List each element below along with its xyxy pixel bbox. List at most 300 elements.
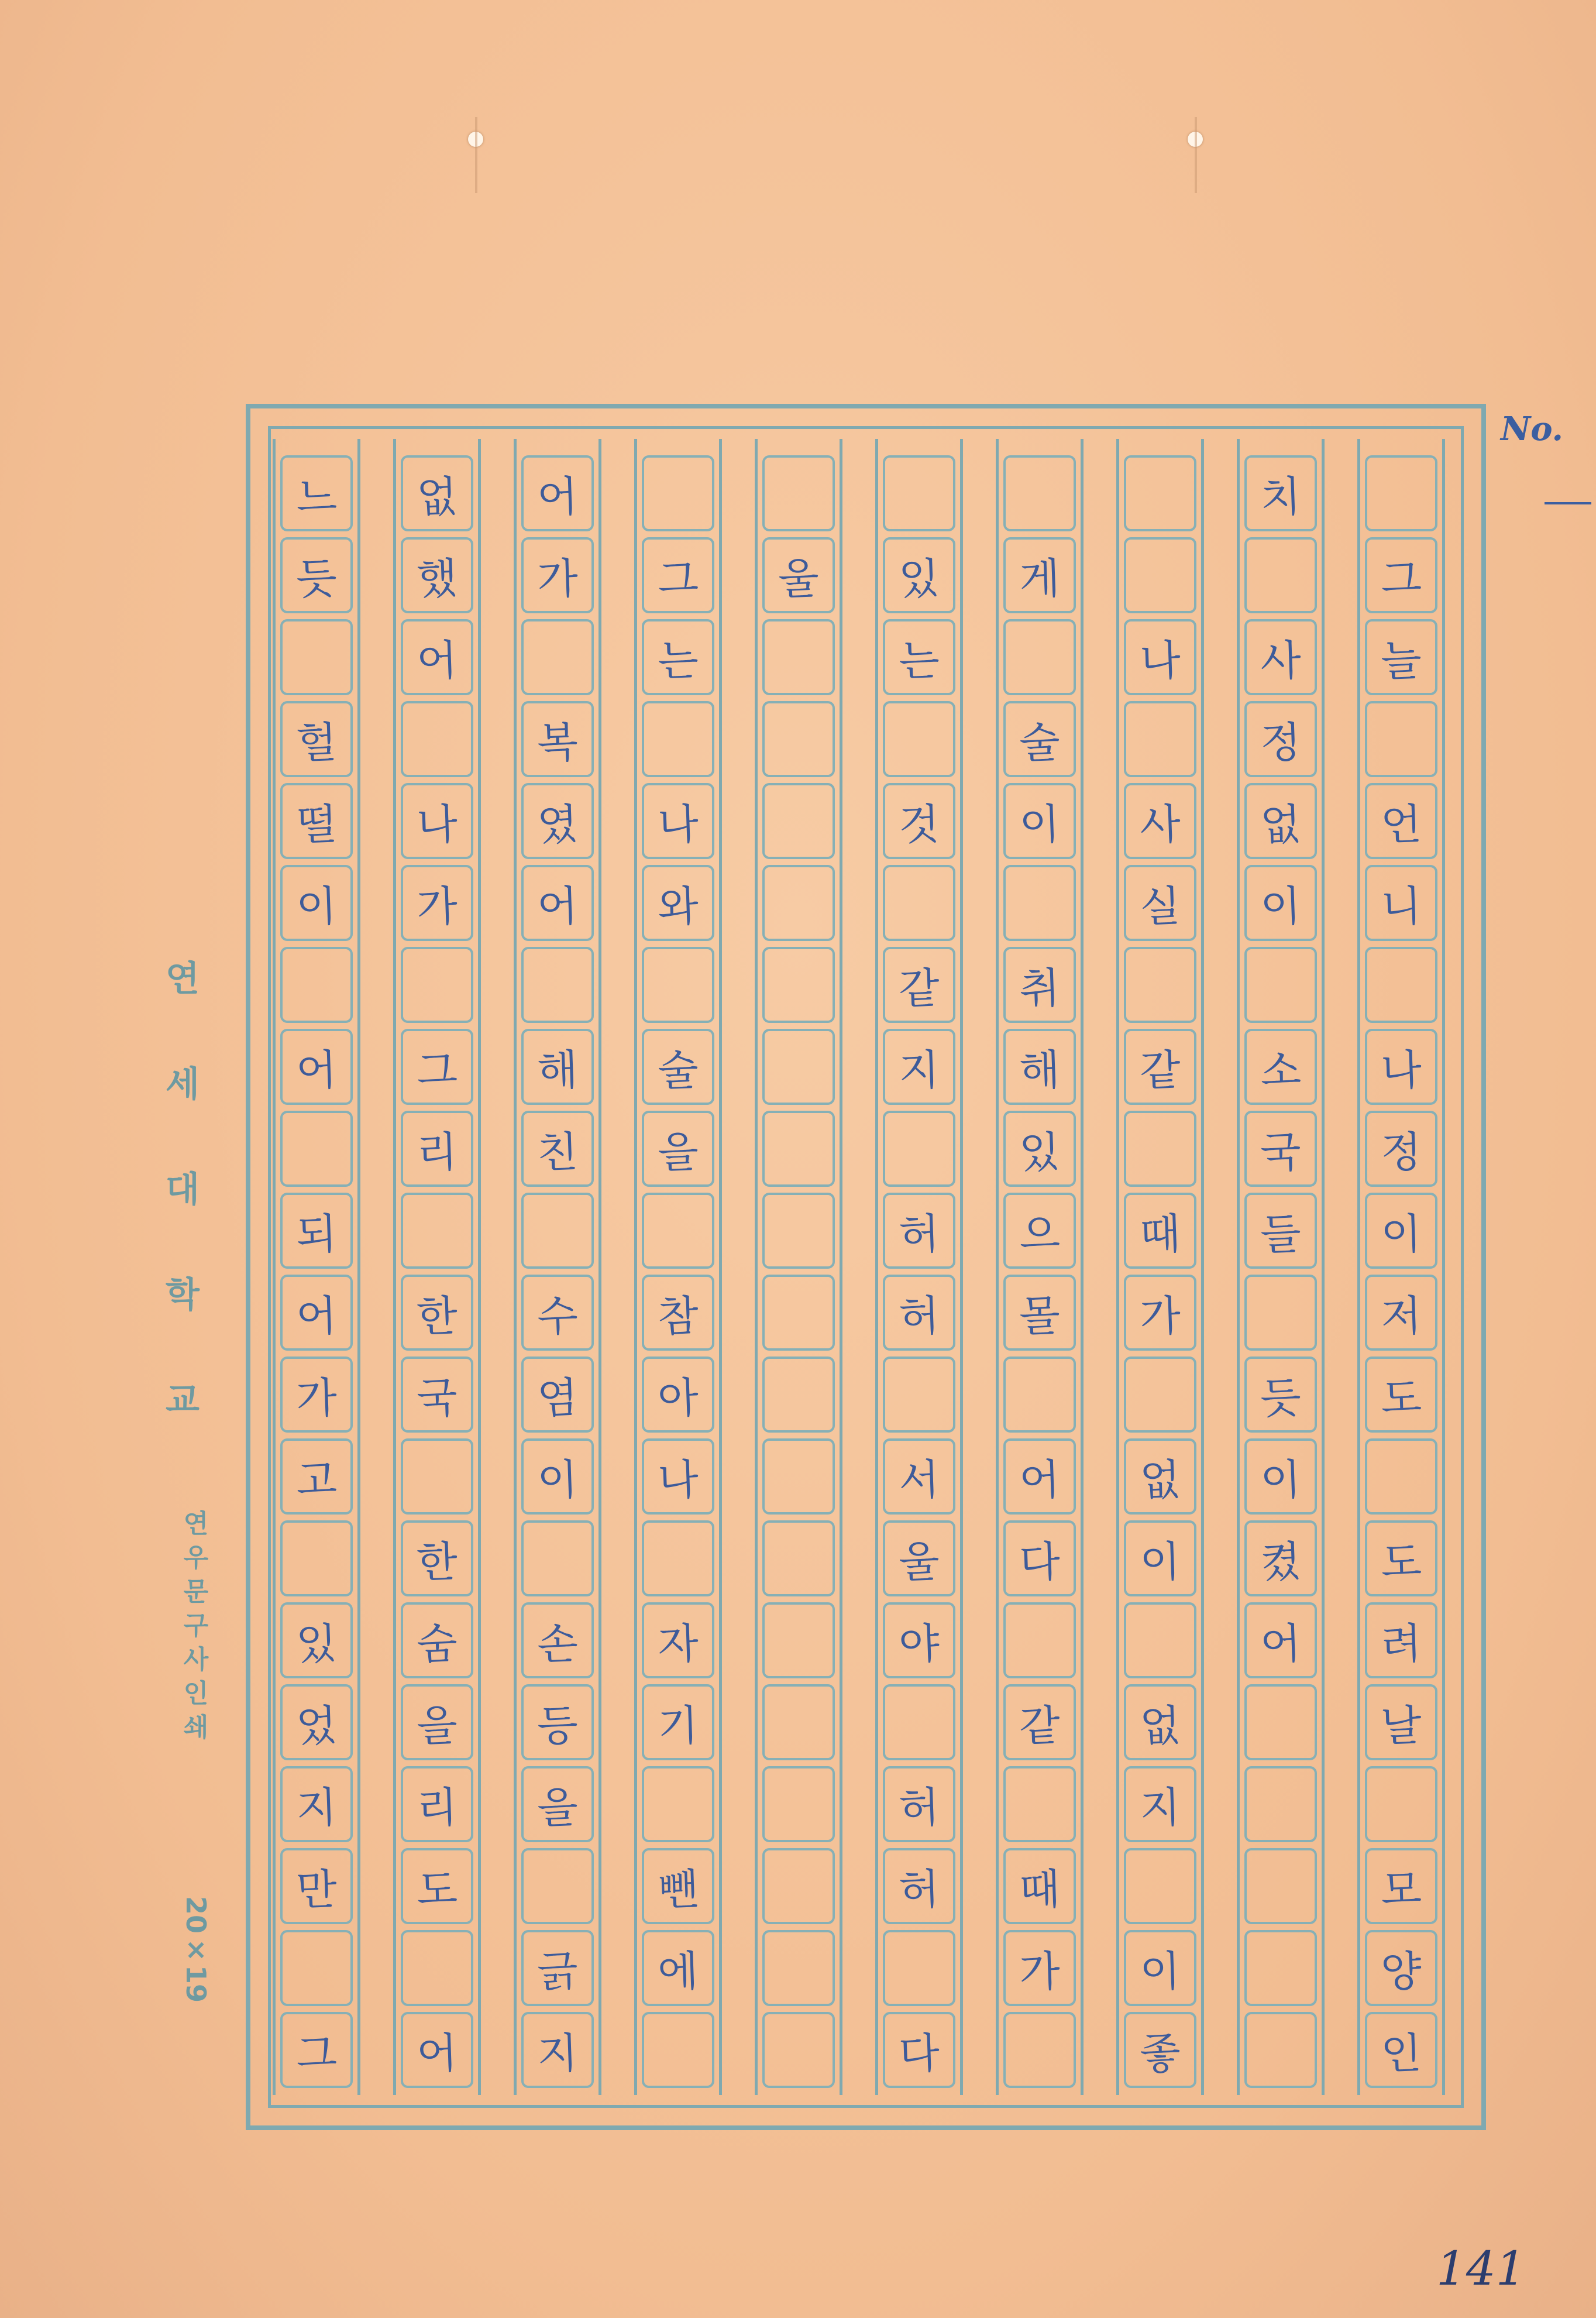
grid-cell	[1244, 1930, 1317, 2006]
grid-cell	[280, 1275, 353, 1351]
grid-cell	[642, 2012, 714, 2088]
grid-cell	[1003, 1602, 1076, 1678]
grid-cell	[1124, 1602, 1196, 1678]
grid-cell	[762, 455, 835, 531]
grid-cell	[883, 619, 955, 695]
grid-cell	[280, 1602, 353, 1678]
grid-cell	[642, 701, 714, 777]
grid-cell	[401, 947, 473, 1023]
grid-cell	[280, 1029, 353, 1105]
grid-cell	[1244, 701, 1317, 777]
grid-cell	[521, 1275, 594, 1351]
handwritten-char: 없	[1138, 1454, 1182, 1506]
handwritten-char: 어	[1018, 1454, 1061, 1506]
handwritten-char: 소	[1259, 1045, 1302, 1096]
grid-cell	[1124, 619, 1196, 695]
handwritten-char: 아	[656, 1372, 700, 1424]
grid-cell	[1365, 619, 1437, 695]
grid-cell	[280, 537, 353, 613]
handwritten-char: 없	[1259, 799, 1302, 850]
grid-cell	[883, 1520, 955, 1596]
handwritten-char: 듯	[295, 553, 338, 605]
grid-cell	[642, 865, 714, 941]
grid-cell	[762, 619, 835, 695]
handwritten-char: 고	[295, 1454, 338, 1506]
grid-cell	[280, 1357, 353, 1433]
grid-cell	[1365, 1520, 1437, 1596]
grid-cell	[521, 783, 594, 859]
grid-cell	[1003, 537, 1076, 613]
grid-cell	[280, 455, 353, 531]
grid-column	[1116, 439, 1204, 2095]
grid-cell	[1365, 1684, 1437, 1760]
grid-cell	[883, 455, 955, 531]
grid-cell	[280, 1520, 353, 1596]
grid-cell	[521, 947, 594, 1023]
grid-cell	[642, 1684, 714, 1760]
grid-cell	[521, 1520, 594, 1596]
handwritten-char: 켰	[1259, 1536, 1302, 1588]
grid-cell	[1124, 1357, 1196, 1433]
handwritten-char: 나	[656, 799, 700, 850]
handwritten-char: 국	[1259, 1127, 1302, 1178]
handwritten-char: 지	[295, 1782, 338, 1833]
grid-cell	[642, 1438, 714, 1515]
grid-cell	[280, 1930, 353, 2006]
grid-cell	[1244, 1520, 1317, 1596]
grid-cell	[1244, 1848, 1317, 1924]
handwritten-char: 그	[295, 2028, 338, 2079]
grid-cell	[401, 1438, 473, 1515]
grid-cell	[1003, 783, 1076, 859]
handwritten-char: 지	[536, 2028, 579, 2079]
grid-cell	[401, 1602, 473, 1678]
grid-cell	[1124, 1684, 1196, 1760]
grid-cell	[642, 1930, 714, 2006]
grid-cell	[1124, 865, 1196, 941]
handwritten-char: 사	[1138, 799, 1182, 850]
grid-column	[1237, 439, 1325, 2095]
grid-cell	[1365, 1848, 1437, 1924]
grid-cell	[883, 1357, 955, 1433]
grid-cell	[883, 1111, 955, 1187]
handwritten-char: 언	[1380, 799, 1423, 850]
handwritten-char: 허	[897, 1782, 941, 1833]
grid-cell	[1124, 537, 1196, 613]
handwritten-char: 없	[415, 471, 459, 523]
grid-cell	[280, 701, 353, 777]
grid-cell	[401, 1193, 473, 1269]
grid-size-label: 20×19	[180, 1896, 212, 2003]
grid-cell	[1365, 537, 1437, 613]
grid-cell	[762, 1357, 835, 1433]
handwritten-char: 사	[1259, 635, 1302, 686]
handwritten-char: 이	[1259, 1454, 1302, 1506]
grid-cell	[1124, 1520, 1196, 1596]
grid-cell	[280, 1193, 353, 1269]
handwritten-char: 술	[1018, 717, 1061, 768]
handwritten-char: 떨	[295, 799, 338, 850]
grid-cell	[401, 865, 473, 941]
grid-cell	[762, 1438, 835, 1515]
grid-cell	[883, 865, 955, 941]
grid-cell	[1365, 1357, 1437, 1433]
handwritten-char: 다	[897, 2028, 941, 2079]
grid-cell	[1244, 1602, 1317, 1678]
grid-cell	[521, 619, 594, 695]
handwritten-char: 그	[1380, 553, 1423, 605]
grid-cell	[280, 2012, 353, 2088]
grid-cell	[521, 2012, 594, 2088]
handwritten-char: 어	[415, 635, 459, 686]
handwritten-char: 허	[897, 1208, 941, 1260]
handwritten-char: 을	[415, 1700, 459, 1752]
grid-cell	[642, 537, 714, 613]
grid-cell	[883, 701, 955, 777]
grid-cell	[1244, 455, 1317, 531]
grid-cell	[1003, 701, 1076, 777]
grid-cell	[1244, 1029, 1317, 1105]
grid-cell	[1244, 865, 1317, 941]
grid-cell	[642, 1111, 714, 1187]
grid-cell	[762, 537, 835, 613]
grid-cell	[762, 1520, 835, 1596]
handwritten-char: 늘	[1380, 635, 1423, 686]
grid-cell	[280, 619, 353, 695]
grid-cell	[1003, 865, 1076, 941]
handwritten-char: 날	[1380, 1700, 1423, 1752]
grid-cell	[401, 1029, 473, 1105]
handwritten-char: 는	[656, 635, 700, 686]
handwritten-char: 같	[897, 963, 941, 1014]
grid-cell	[1244, 947, 1317, 1023]
number-label: No.	[1501, 410, 1564, 448]
grid-cell	[642, 1275, 714, 1351]
handwritten-char: 만	[295, 1864, 338, 1915]
handwritten-char: 가	[295, 1372, 338, 1424]
grid-cell	[1124, 783, 1196, 859]
handwritten-char: 해	[536, 1045, 579, 1096]
handwritten-char: 였	[536, 799, 579, 850]
handwritten-char: 참	[656, 1290, 700, 1342]
grid-cell	[1003, 1766, 1076, 1842]
grid-cell	[883, 1930, 955, 2006]
handwritten-char: 그	[415, 1045, 459, 1096]
handwritten-char: 이	[295, 881, 338, 932]
handwritten-char: 으	[1018, 1208, 1061, 1260]
handwritten-char: 뺀	[656, 1864, 700, 1915]
handwritten-char: 있	[295, 1618, 338, 1670]
grid-cell	[1244, 1193, 1317, 1269]
grid-cell	[521, 455, 594, 531]
handwritten-char: 헐	[295, 717, 338, 768]
grid-cell	[521, 537, 594, 613]
handwritten-char: 해	[1018, 1045, 1061, 1096]
grid-cell	[280, 865, 353, 941]
grid-cell	[762, 1193, 835, 1269]
handwritten-char: 어	[1259, 1618, 1302, 1670]
handwritten-char: 다	[1018, 1536, 1061, 1588]
grid-column	[634, 439, 722, 2095]
handwritten-char: 니	[1380, 881, 1423, 932]
grid-cell	[401, 701, 473, 777]
handwritten-char: 울	[777, 553, 820, 605]
grid-cell	[280, 947, 353, 1023]
grid-cell	[883, 1193, 955, 1269]
grid-cell	[1003, 1520, 1076, 1596]
grid-cell	[401, 1111, 473, 1187]
grid-cell	[401, 1357, 473, 1433]
handwritten-char: 들	[1259, 1208, 1302, 1260]
handwritten-char: 어	[415, 2028, 459, 2079]
grid-cell	[521, 1029, 594, 1105]
grid-cell	[1124, 701, 1196, 777]
grid-cell	[521, 1930, 594, 2006]
grid-cell	[883, 1438, 955, 1515]
grid-cell	[642, 1602, 714, 1678]
handwritten-char: 같	[1138, 1045, 1182, 1096]
grid-cell	[762, 783, 835, 859]
grid-cell	[642, 1848, 714, 1924]
grid-cell	[883, 1684, 955, 1760]
grid-cell	[401, 455, 473, 531]
grid-cell	[1003, 947, 1076, 1023]
grid-cell	[1003, 2012, 1076, 2088]
grid-cell	[521, 1438, 594, 1515]
handwritten-char: 게	[1018, 553, 1061, 605]
grid-cell	[883, 1029, 955, 1105]
grid-cell	[1124, 1193, 1196, 1269]
handwritten-char: 나	[1380, 1045, 1423, 1096]
handwritten-char: 이	[536, 1454, 579, 1506]
printer-credit: 연우문구사인쇄	[178, 1510, 208, 1747]
punch-tear	[1195, 117, 1197, 193]
handwritten-char: 등	[536, 1700, 579, 1752]
handwritten-char: 때	[1138, 1208, 1182, 1260]
grid-cell	[1365, 1766, 1437, 1842]
handwritten-char: 양	[1380, 1946, 1423, 1997]
handwritten-char: 와	[656, 881, 700, 932]
grid-cell	[1365, 1438, 1437, 1515]
handwritten-char: 어	[536, 881, 579, 932]
handwritten-char: 는	[897, 635, 941, 686]
grid-cell	[1124, 1930, 1196, 2006]
handwritten-char: 허	[897, 1290, 941, 1342]
handwritten-char: 같	[1018, 1700, 1061, 1752]
grid-cell	[1003, 1848, 1076, 1924]
grid-column	[1357, 439, 1445, 2095]
handwritten-char: 느	[295, 471, 338, 523]
grid-cell	[1365, 455, 1437, 531]
handwritten-char: 가	[415, 881, 459, 932]
grid-cell	[1365, 1275, 1437, 1351]
handwritten-char: 어	[536, 471, 579, 523]
grid-cell	[883, 537, 955, 613]
handwritten-char: 이	[1259, 881, 1302, 932]
grid-cell	[280, 1438, 353, 1515]
grid-cell	[401, 1520, 473, 1596]
grid-cell	[1003, 1029, 1076, 1105]
grid-cell	[1003, 619, 1076, 695]
grid-cell	[1365, 1029, 1437, 1105]
grid-cell	[1365, 783, 1437, 859]
grid-cell	[521, 1357, 594, 1433]
handwritten-char: 한	[415, 1290, 459, 1342]
grid-cell	[401, 1766, 473, 1842]
grid-cell	[1244, 1438, 1317, 1515]
grid-cell	[762, 1930, 835, 2006]
grid-cell	[1365, 865, 1437, 941]
handwritten-char: 나	[656, 1454, 700, 1506]
punch-tear	[475, 117, 477, 193]
handwritten-char: 정	[1259, 717, 1302, 768]
grid-cell	[642, 1193, 714, 1269]
handwritten-char: 기	[656, 1700, 700, 1752]
handwritten-char: 숨	[415, 1618, 459, 1670]
handwritten-char: 이	[1138, 1946, 1182, 1997]
handwritten-char: 이	[1018, 799, 1061, 850]
grid-cell	[280, 1111, 353, 1187]
grid-cell	[1365, 1111, 1437, 1187]
grid-cell	[1003, 455, 1076, 531]
grid-cell	[1244, 1766, 1317, 1842]
grid-cell	[1124, 1275, 1196, 1351]
grid-cell	[1244, 783, 1317, 859]
grid-column	[875, 439, 963, 2095]
handwritten-char: 수	[536, 1290, 579, 1342]
handwritten-char: 이	[1380, 1208, 1423, 1260]
handwritten-char: 치	[1259, 471, 1302, 523]
grid-cell	[280, 1684, 353, 1760]
page-number: 141	[1436, 2241, 1526, 2296]
grid-cell	[521, 1684, 594, 1760]
grid-cell	[642, 1029, 714, 1105]
handwritten-char: 한	[415, 1536, 459, 1588]
grid-cell	[521, 1602, 594, 1678]
grid-cell	[401, 783, 473, 859]
handwritten-char: 인	[1380, 2028, 1423, 2079]
handwritten-char: 있	[1018, 1127, 1061, 1178]
handwritten-char: 가	[536, 553, 579, 605]
grid-cell	[1003, 1111, 1076, 1187]
grid-cell	[521, 701, 594, 777]
grid-cell	[1244, 1111, 1317, 1187]
grid-cell	[762, 947, 835, 1023]
grid-cell	[280, 783, 353, 859]
grid-cell	[1124, 1766, 1196, 1842]
manuscript-grid	[246, 404, 1486, 2130]
grid-cell	[1365, 2012, 1437, 2088]
grid-cell	[642, 1766, 714, 1842]
grid-cell	[642, 1357, 714, 1433]
grid-cell	[521, 1111, 594, 1187]
grid-cell	[762, 865, 835, 941]
grid-cell	[762, 1275, 835, 1351]
handwritten-char: 긁	[536, 1946, 579, 1997]
grid-cell	[1124, 455, 1196, 531]
handwritten-char: 것	[897, 799, 941, 850]
number-field-line	[1545, 502, 1591, 504]
grid-cell	[1244, 1357, 1317, 1433]
handwritten-char: 자	[656, 1618, 700, 1670]
handwritten-char: 듯	[1259, 1372, 1302, 1424]
grid-cell	[1244, 537, 1317, 613]
grid-cell	[1124, 1029, 1196, 1105]
handwritten-char: 어	[295, 1045, 338, 1096]
grid-cell	[401, 1930, 473, 2006]
grid-cell	[883, 2012, 955, 2088]
grid-cell	[883, 783, 955, 859]
grid-cell	[762, 1766, 835, 1842]
handwritten-char: 저	[1380, 1290, 1423, 1342]
grid-column	[273, 439, 360, 2095]
handwritten-char: 되	[295, 1208, 338, 1260]
grid-cell	[1244, 1684, 1317, 1760]
handwritten-char: 에	[656, 1946, 700, 1997]
grid-cell	[1124, 1848, 1196, 1924]
grid-cell	[762, 1029, 835, 1105]
handwritten-char: 리	[415, 1127, 459, 1178]
grid-cell	[1003, 1930, 1076, 2006]
grid-cell	[762, 2012, 835, 2088]
grid-cell	[521, 1766, 594, 1842]
handwritten-char: 도	[1380, 1536, 1423, 1588]
handwritten-char: 가	[1018, 1946, 1061, 1997]
grid-cell	[642, 947, 714, 1023]
grid-cell	[521, 865, 594, 941]
grid-cell	[280, 1848, 353, 1924]
grid-column	[393, 439, 481, 2095]
handwritten-char: 있	[897, 553, 941, 605]
grid-cell	[1365, 1602, 1437, 1678]
grid-column	[514, 439, 601, 2095]
handwritten-char: 이	[1138, 1536, 1182, 1588]
grid-column	[755, 439, 842, 2095]
handwritten-char: 지	[897, 1045, 941, 1096]
grid-cell	[401, 2012, 473, 2088]
grid-cell	[1365, 1193, 1437, 1269]
handwritten-char: 복	[536, 717, 579, 768]
handwritten-char: 정	[1380, 1127, 1423, 1178]
grid-cell	[762, 1848, 835, 1924]
handwritten-char: 서	[897, 1454, 941, 1506]
grid-cell	[521, 1848, 594, 1924]
grid-cell	[1124, 1438, 1196, 1515]
grid-cell	[1244, 2012, 1317, 2088]
grid-cell	[762, 1684, 835, 1760]
grid-cell	[762, 1602, 835, 1678]
handwritten-char: 리	[415, 1782, 459, 1833]
handwritten-char: 려	[1380, 1618, 1423, 1670]
grid-cell	[883, 947, 955, 1023]
handwritten-char: 을	[536, 1782, 579, 1833]
grid-cell	[401, 619, 473, 695]
handwritten-char: 도	[415, 1864, 459, 1915]
handwritten-char: 도	[1380, 1372, 1423, 1424]
grid-cell	[1003, 1684, 1076, 1760]
handwritten-char: 을	[656, 1127, 700, 1178]
grid-cell	[1003, 1275, 1076, 1351]
grid-cell	[642, 783, 714, 859]
grid-cell	[883, 1766, 955, 1842]
handwritten-char: 취	[1018, 963, 1061, 1014]
handwritten-char: 야	[897, 1618, 941, 1670]
handwritten-char: 울	[897, 1536, 941, 1588]
grid-cell	[401, 1848, 473, 1924]
grid-cell	[1003, 1193, 1076, 1269]
grid-cell	[762, 701, 835, 777]
handwritten-char: 몰	[1018, 1290, 1061, 1342]
